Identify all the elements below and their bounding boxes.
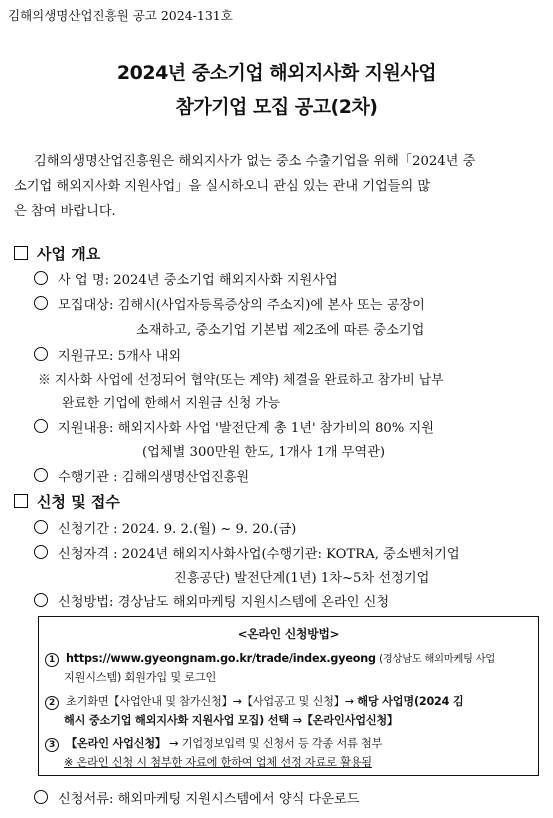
guide-step-3 bbox=[45, 735, 382, 752]
item-text: 수행기관 : 김해의생명산업진흥원 bbox=[58, 470, 250, 485]
circle-bullet-icon bbox=[34, 296, 48, 310]
guide-step-1-line-2: 지원시스템) 회원가입 및 로그인 bbox=[64, 671, 217, 684]
list-item bbox=[34, 269, 338, 288]
guide-step-1 bbox=[45, 650, 495, 667]
list-item bbox=[34, 294, 425, 313]
guide-step-2-line-2: 해시 중소기업 해외지사화 지원사업 모집) 선택 ⇒【온라인사업신청】 bbox=[64, 714, 399, 727]
item-continuation: (업체별 300만원 한도, 1개사 1개 무역관) bbox=[142, 445, 386, 460]
guide-step-2-text: 초기화면【사업안내 및 참가신청】→【사업공고 및 신청】→ bbox=[66, 695, 354, 708]
item-continuation: 진흥공단) 발전단계(1년) 1차~5차 선정기업 bbox=[174, 571, 430, 586]
guide-step-3-text: → 기업정보입력 및 신청서 등 각종 서류 첨부 bbox=[169, 737, 383, 750]
section-overview-heading bbox=[14, 243, 100, 264]
support-note-line-1: ※ 지사화 사업에 선정되어 협약(또는 계약) 체결을 완료하고 참가비 납부 bbox=[38, 373, 444, 388]
item-text: 신청기간 : 2024. 9. 2.(월) ~ 9. 20.(금) bbox=[58, 522, 297, 537]
circle-bullet-icon bbox=[34, 271, 48, 285]
list-item bbox=[34, 543, 460, 562]
section-title: 사업 개요 bbox=[37, 245, 101, 263]
section-application-heading bbox=[14, 491, 120, 512]
guide-step-2 bbox=[45, 693, 464, 710]
online-application-guide-box bbox=[38, 616, 539, 776]
section-title: 신청 및 접수 bbox=[37, 493, 120, 511]
item-text: 신청서류: 해외마케팅 지원시스템에서 양식 다운로드 bbox=[58, 792, 360, 807]
list-item bbox=[34, 466, 249, 485]
intro-line-2: 소기업 해외지사화 지원사업」을 실시하오니 관심 있는 관내 기업들의 많 bbox=[14, 179, 431, 194]
list-item bbox=[34, 345, 181, 364]
item-text: 사 업 명: 2024년 중소기업 해외지사화 지원사업 bbox=[58, 273, 338, 288]
item-continuation: 소재하고, 중소기업 기본법 제2조에 따른 중소기업 bbox=[136, 323, 425, 338]
circle-bullet-icon bbox=[34, 468, 48, 482]
notice-number: 김해의생명산업진흥원 공고 2024-131호 bbox=[8, 8, 233, 23]
item-text: 지원내용: 해외지사화 사업 '발전단계 총 1년' 참가비의 80% 지원 bbox=[58, 421, 434, 436]
circle-bullet-icon bbox=[34, 347, 48, 361]
item-text: 신청자격 : 2024년 해외지사화사업(수행기관: KOTRA, 중소벤처기업 bbox=[58, 547, 460, 562]
list-item bbox=[34, 788, 359, 807]
list-item bbox=[34, 591, 389, 610]
intro-line-3: 은 참여 바랍니다. bbox=[14, 204, 116, 219]
item-text: 모집대상: 김해시(사업자등록증상의 주소지)에 본사 또는 공장이 bbox=[58, 298, 425, 313]
circle-bullet-icon bbox=[34, 419, 48, 433]
number-3-icon: 3 bbox=[45, 738, 59, 752]
intro-line-1: 김해의생명산업진흥원은 해외지사가 없는 중소 수출기업을 위해「2024년 중 bbox=[34, 154, 476, 169]
guide-url-link[interactable]: https://www.gyeongnam.go.kr/trade/index.gyeong bbox=[66, 652, 376, 665]
circle-bullet-icon bbox=[34, 593, 48, 607]
number-1-icon: 1 bbox=[45, 653, 59, 667]
circle-bullet-icon bbox=[34, 520, 48, 534]
number-2-icon: 2 bbox=[45, 696, 59, 710]
support-note-line-2: 완료한 기업에 한해서 지원금 신청 가능 bbox=[62, 396, 281, 411]
list-item bbox=[34, 417, 434, 436]
circle-bullet-icon bbox=[34, 545, 48, 559]
guide-step-3-bold: 【온라인 사업신청】 bbox=[66, 737, 166, 750]
guide-note: ※ 온라인 신청 시 첨부한 자료에 한하여 업체 선정 자료로 활용됨 bbox=[64, 756, 372, 769]
guide-title: <온라인 신청방법> bbox=[237, 627, 340, 641]
circle-bullet-icon bbox=[34, 790, 48, 804]
page-subtitle: 참가기업 모집 공고(2차) bbox=[175, 96, 378, 118]
page-title: 2024년 중소기업 해외지사화 지원사업 bbox=[116, 62, 437, 84]
item-text: 지원규모: 5개사 내외 bbox=[58, 349, 182, 364]
guide-step-2-bold: 해당 사업명(2024 김 bbox=[357, 695, 464, 708]
checkbox-square-icon bbox=[14, 494, 28, 508]
checkbox-square-icon bbox=[14, 246, 28, 260]
guide-step-1-tail: (경상남도 해외마케팅 사업 bbox=[379, 654, 496, 665]
list-item bbox=[34, 518, 296, 537]
item-text: 신청방법: 경상남도 해외마케팅 지원시스템에 온라인 신청 bbox=[58, 595, 390, 610]
